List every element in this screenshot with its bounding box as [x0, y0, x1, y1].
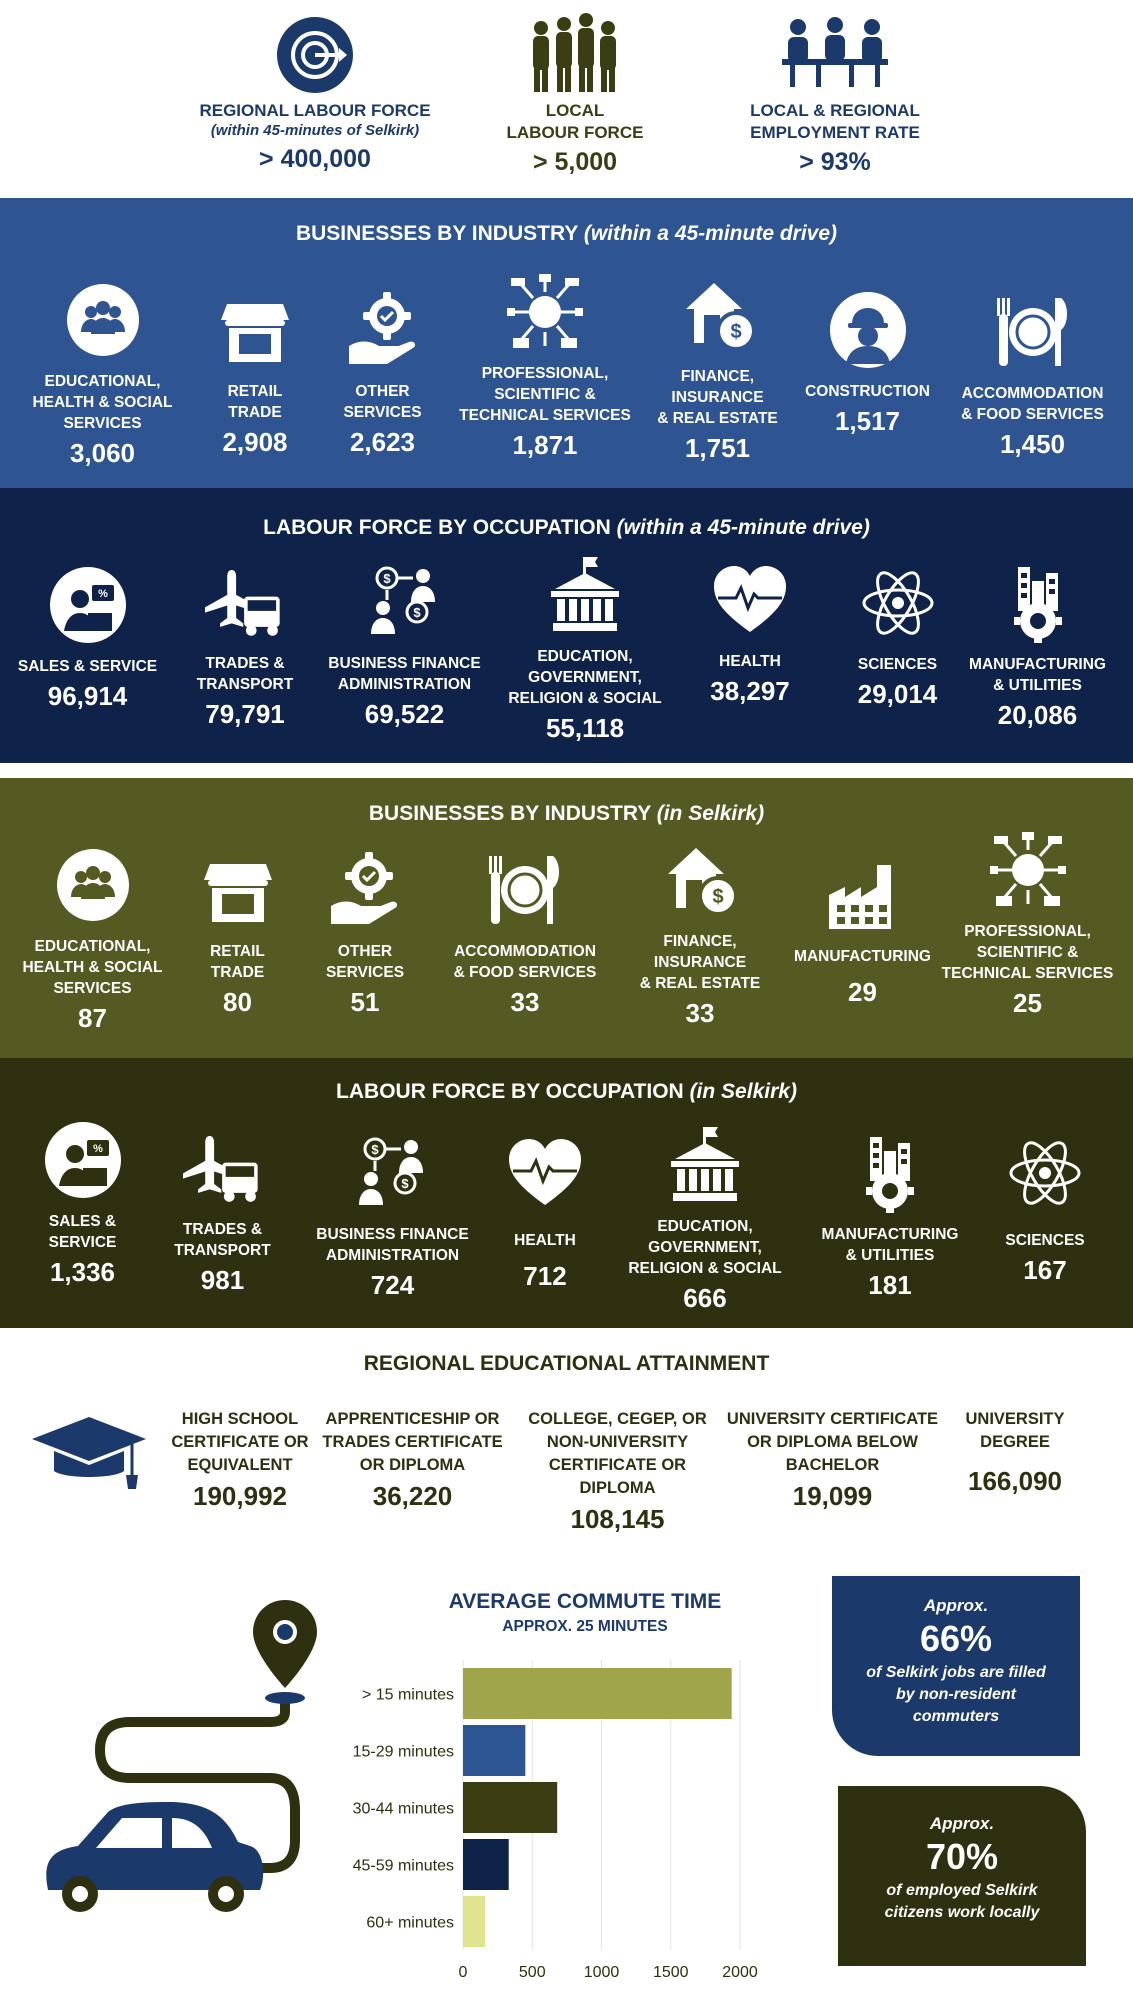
- circuit-icon: [505, 272, 585, 352]
- item-label: TRADES &: [205, 655, 285, 672]
- item-label: SALES & SERVICE: [17, 658, 158, 675]
- section-title-suffix: (in Selkirk): [689, 1080, 797, 1103]
- category-label: > 15 minutes: [361, 1686, 454, 1704]
- item-label: CERTIFICATE OR: [548, 1456, 687, 1474]
- selkirk-industry-retail: [185, 850, 290, 1018]
- section-title: [0, 222, 1133, 246]
- plane-truck-icon: [205, 562, 285, 642]
- item-value: 33: [685, 998, 715, 1028]
- item-label: HEALTH: [719, 653, 781, 670]
- graduation-cap-icon: [32, 1415, 147, 1490]
- industry-item-retail: [200, 290, 310, 458]
- selkirk-occupation-education: [620, 1125, 790, 1314]
- item-label: ACCOMMODATION: [961, 385, 1104, 402]
- stat-regional: [160, 100, 470, 174]
- item-value: 55,118: [545, 713, 625, 743]
- item-value: 29: [848, 977, 877, 1007]
- section-title: [0, 516, 1133, 540]
- bar: [463, 1725, 525, 1776]
- item-value: 1,450: [999, 429, 1066, 459]
- occupation-item-health: [695, 560, 805, 707]
- storefront-icon: [198, 850, 278, 930]
- item-value: 38,297: [710, 676, 790, 706]
- item-value: 29,014: [857, 679, 938, 709]
- category-label: 15-29 minutes: [352, 1743, 454, 1761]
- callout-work-locally: [838, 1786, 1086, 1966]
- item-value: 87: [78, 1003, 107, 1033]
- house-money-icon: [678, 275, 758, 355]
- stat-sub: (within 45-minutes of Selkirk): [210, 122, 420, 139]
- section-title-text: LABOUR FORCE BY OCCUPATION: [336, 1080, 684, 1103]
- section-title-text: BUSINESSES BY INDUSTRY: [295, 222, 578, 245]
- item-label: & FOOD SERVICES: [453, 964, 597, 981]
- callout-non-resident: [832, 1576, 1080, 1756]
- item-label: RELIGION & SOCIAL: [628, 1260, 782, 1277]
- item-label: SERVICES: [343, 404, 422, 421]
- item-value: 2,623: [349, 427, 416, 457]
- item-label: & REAL ESTATE: [657, 410, 778, 427]
- occupation-item-trades: [180, 562, 310, 730]
- callout-percent: 66%: [919, 1618, 993, 1659]
- salesperson-icon: [48, 565, 128, 645]
- item-label: EDUCATIONAL,: [34, 938, 151, 955]
- section-title-text: BUSINESSES BY INDUSTRY: [368, 802, 651, 825]
- stat-employment: [700, 100, 970, 177]
- item-label: BUSINESS FINANCE: [328, 655, 481, 672]
- gear-hand-icon: [325, 850, 405, 930]
- occupation-item-business: [322, 562, 487, 730]
- factory-icon: [823, 855, 903, 935]
- education-title: REGIONAL EDUCATIONAL ATTAINMENT: [363, 1352, 770, 1375]
- occupation-item-manufacturing: [960, 563, 1115, 731]
- category-label: 45-59 minutes: [352, 1857, 454, 1875]
- industry-item-education: [20, 280, 185, 469]
- item-label: TECHNICAL SERVICES: [459, 407, 631, 424]
- item-value: 1,517: [834, 406, 901, 436]
- item-label: MANUFACTURING: [794, 948, 931, 965]
- heart-pulse-icon: [710, 560, 790, 640]
- item-label: TRANSPORT: [196, 676, 294, 693]
- item-label: NON-UNIVERSITY: [546, 1433, 689, 1451]
- stat-value: > 93%: [799, 148, 871, 176]
- stat-label: EMPLOYMENT RATE: [750, 123, 920, 142]
- item-label: TRADE: [210, 964, 265, 981]
- item-label: HEALTH & SOCIAL: [32, 394, 173, 411]
- item-label: RETAIL: [210, 943, 265, 960]
- stat-label: REGIONAL LABOUR FORCE: [199, 101, 431, 120]
- item-label: INSURANCE: [653, 954, 747, 971]
- factory-gear-icon: [998, 563, 1078, 643]
- occupation-item-sales: [10, 565, 165, 712]
- item-label: OTHER: [337, 943, 393, 960]
- item-label: RELIGION & SOCIAL: [508, 690, 662, 707]
- callout-text: commuters: [912, 1708, 1000, 1725]
- item-label: UNIVERSITY: [965, 1410, 1065, 1428]
- storefront-icon: [215, 290, 295, 370]
- svg-text:$: $: [382, 571, 391, 586]
- atom-icon: [858, 563, 938, 643]
- stat-local: [460, 100, 690, 177]
- item-value: 166,090: [968, 1466, 1062, 1496]
- item-label: TRADES CERTIFICATE: [322, 1433, 503, 1451]
- item-label: TRANSPORT: [174, 1242, 271, 1259]
- car-icon: [46, 1802, 263, 1912]
- plate-cutlery-icon: [485, 850, 565, 930]
- people-icon: [524, 10, 624, 95]
- stat-label: LABOUR FORCE: [506, 123, 644, 142]
- callout-approx: Approx.: [923, 1596, 989, 1615]
- industry-item-construction: [795, 290, 940, 437]
- item-label: RETAIL: [227, 383, 283, 400]
- stat-value: > 400,000: [259, 145, 371, 173]
- item-value: 36,220: [372, 1481, 453, 1511]
- selkirk-occupation-trades: [160, 1128, 285, 1296]
- callout-text: by non-resident: [895, 1686, 1016, 1703]
- item-label: OR DIPLOMA BELOW: [747, 1433, 918, 1451]
- chart-subtitle: APPROX. 25 MINUTES: [502, 1618, 668, 1635]
- education-item-college: [520, 1408, 715, 1535]
- item-value: 108,145: [570, 1504, 665, 1534]
- education-item-university: [945, 1408, 1085, 1497]
- item-label: HIGH SCHOOL: [181, 1410, 299, 1428]
- item-value: 51: [350, 987, 380, 1017]
- selkirk-industry-accommodation: [440, 850, 610, 1018]
- item-label: SCIENTIFIC &: [976, 944, 1079, 961]
- industry-item-accommodation: [950, 292, 1115, 460]
- item-label: MANUFACTURING: [821, 1226, 959, 1243]
- item-value: 20,086: [997, 700, 1078, 730]
- item-label: & UTILITIES: [845, 1247, 935, 1264]
- selkirk-industry-other: [315, 850, 415, 1018]
- tick-label: 500: [518, 1964, 546, 1980]
- government-building-icon: [665, 1125, 745, 1205]
- item-value: 167: [1023, 1255, 1067, 1285]
- item-label: EDUCATION,: [657, 1218, 753, 1235]
- item-label: EDUCATIONAL,: [44, 373, 161, 390]
- item-value: 712: [523, 1261, 567, 1291]
- worker-icon: [828, 290, 908, 370]
- item-label: PROFESSIONAL,: [481, 365, 609, 382]
- section-title-suffix: (within a 45-minute drive): [583, 222, 838, 245]
- map-pin-icon: [253, 1600, 317, 1704]
- item-value: 96,914: [47, 681, 128, 711]
- category-label: 60+ minutes: [366, 1914, 454, 1932]
- item-value: 981: [200, 1265, 245, 1295]
- callout-approx: Approx.: [929, 1814, 995, 1833]
- selkirk-occupation-sciences: [995, 1133, 1095, 1286]
- item-label: HEALTH: [514, 1232, 576, 1249]
- item-label: SCIENTIFIC &: [494, 386, 596, 403]
- item-label: ACCOMMODATION: [454, 943, 596, 960]
- item-label: SERVICES: [53, 980, 132, 997]
- item-label: APPRENTICESHIP OR: [325, 1410, 500, 1428]
- group-icon: [63, 280, 143, 360]
- item-value: 724: [370, 1270, 415, 1300]
- item-label: FINANCE,: [680, 368, 755, 385]
- category-label: 30-44 minutes: [352, 1800, 454, 1818]
- selkirk-occupation-sales: [25, 1120, 140, 1288]
- tick-label: 2000: [722, 1964, 758, 1980]
- callout-text: citizens work locally: [884, 1904, 1040, 1921]
- item-label: & REAL ESTATE: [639, 975, 761, 992]
- industry-item-finance: [650, 275, 785, 464]
- commute-chart: [330, 1650, 790, 1980]
- item-label: ADMINISTRATION: [337, 676, 472, 693]
- item-value: 80: [223, 987, 252, 1017]
- item-label: TRADE: [228, 404, 282, 421]
- item-label: SERVICE: [48, 1234, 117, 1251]
- selkirk-industry-professional: [940, 830, 1115, 1019]
- selkirk-industry-education: [10, 845, 175, 1034]
- education-item-highschool: [160, 1408, 320, 1512]
- svg-text:%: %: [92, 1143, 103, 1155]
- plate-cutlery-icon: [993, 292, 1073, 372]
- section-title: [0, 1080, 1133, 1104]
- item-value: 190,992: [193, 1481, 287, 1511]
- item-label: DIPLOMA: [579, 1479, 656, 1497]
- item-label: ADMINISTRATION: [325, 1247, 460, 1264]
- item-value: 1,871: [512, 430, 578, 460]
- industry-item-professional: [455, 272, 635, 461]
- occupation-item-sciences: [840, 563, 955, 710]
- plane-truck-icon: [183, 1128, 263, 1208]
- selkirk-industry-finance: [630, 840, 770, 1029]
- item-label: SERVICES: [325, 964, 405, 981]
- circuit-icon: [988, 830, 1068, 910]
- item-value: 1,336: [49, 1257, 116, 1287]
- item-label: UNIVERSITY CERTIFICATE: [726, 1410, 939, 1428]
- item-label: & UTILITIES: [993, 677, 1082, 694]
- heart-pulse-icon: [505, 1133, 585, 1213]
- item-label: HEALTH & SOCIAL: [22, 959, 163, 976]
- item-label: & FOOD SERVICES: [961, 406, 1104, 423]
- item-label: SCIENCES: [1005, 1232, 1085, 1249]
- tick-label: 1000: [583, 1964, 620, 1980]
- svg-text:$: $: [729, 321, 742, 343]
- selkirk-occupation-business: [310, 1133, 475, 1301]
- section-title-text: LABOUR FORCE BY OCCUPATION: [263, 516, 611, 539]
- item-label: EQUIVALENT: [187, 1456, 293, 1474]
- callout-text: of Selkirk jobs are filled: [866, 1664, 1046, 1681]
- group-icon: [53, 845, 133, 925]
- item-value: 33: [510, 987, 540, 1017]
- bar: [463, 1782, 557, 1833]
- item-label: CERTIFICATE OR: [171, 1433, 309, 1451]
- item-label: MANUFACTURING: [969, 656, 1106, 673]
- business-finance-icon: [365, 562, 445, 642]
- meeting-icon: [776, 15, 894, 90]
- item-value: 25: [1013, 988, 1042, 1018]
- education-item-apprenticeship: [320, 1408, 505, 1512]
- item-value: 1,751: [684, 433, 751, 463]
- section-title-suffix: (in Selkirk): [656, 802, 765, 825]
- factory-gear-icon: [850, 1133, 930, 1213]
- stat-label: LOCAL: [545, 101, 605, 120]
- gear-hand-icon: [343, 290, 423, 370]
- svg-text:$: $: [400, 1176, 409, 1191]
- tick-label: 1500: [652, 1964, 689, 1980]
- item-label: BACHELOR: [785, 1456, 880, 1474]
- callout-text: of employed Selkirk: [886, 1882, 1038, 1899]
- industry-item-other: [330, 290, 435, 458]
- bar: [463, 1668, 732, 1719]
- bar: [463, 1839, 509, 1890]
- svg-text:$: $: [412, 605, 421, 620]
- tick-label: 0: [458, 1964, 468, 1980]
- stat-value: > 5,000: [532, 148, 618, 176]
- item-value: 181: [868, 1270, 912, 1300]
- svg-text:$: $: [712, 886, 724, 908]
- item-label: SALES &: [48, 1213, 117, 1230]
- item-value: 69,522: [364, 699, 445, 729]
- education-item-certificate: [720, 1408, 945, 1512]
- item-value: 19,099: [792, 1481, 873, 1511]
- svg-text:$: $: [370, 1142, 379, 1157]
- item-label: EDUCATION,: [537, 648, 633, 665]
- callout-percent: 70%: [925, 1836, 999, 1877]
- item-label: OR DIPLOMA: [359, 1456, 466, 1474]
- item-label: CONSTRUCTION: [805, 383, 930, 400]
- section-title: [0, 802, 1133, 826]
- chart-title: AVERAGE COMMUTE TIME: [448, 1590, 722, 1613]
- business-finance-icon: [353, 1133, 433, 1213]
- item-value: 3,060: [69, 438, 136, 468]
- item-label: GOVERNMENT,: [648, 1239, 762, 1256]
- item-label: PROFESSIONAL,: [964, 923, 1091, 940]
- selkirk-industry-manufacturing: [785, 855, 940, 1008]
- svg-text:%: %: [97, 588, 108, 600]
- stat-label: LOCAL & REGIONAL: [750, 101, 920, 120]
- government-building-icon: [545, 555, 625, 635]
- item-value: 666: [683, 1283, 727, 1313]
- occupation-item-education: [500, 555, 670, 744]
- atom-icon: [1005, 1133, 1085, 1213]
- item-label: DEGREE: [980, 1433, 1050, 1451]
- house-money-icon: [660, 840, 740, 920]
- selkirk-occupation-manufacturing: [810, 1133, 970, 1301]
- selkirk-occupation-health: [495, 1133, 595, 1292]
- bar: [463, 1896, 485, 1947]
- item-label: TECHNICAL SERVICES: [941, 965, 1114, 982]
- car-route-illustration: [30, 1600, 330, 1920]
- salesperson-icon: [43, 1120, 123, 1200]
- item-label: SCIENCES: [857, 656, 938, 673]
- item-label: COLLEGE, CEGEP, OR: [528, 1410, 707, 1428]
- target-icon: [275, 15, 355, 95]
- item-value: 2,908: [222, 427, 288, 457]
- item-label: OTHER: [355, 383, 410, 400]
- item-label: GOVERNMENT,: [528, 669, 642, 686]
- item-label: TRADES &: [182, 1221, 263, 1238]
- item-label: INSURANCE: [671, 389, 764, 406]
- item-label: SERVICES: [63, 415, 142, 432]
- section-title-suffix: (within a 45-minute drive): [616, 516, 870, 539]
- item-value: 79,791: [205, 699, 285, 729]
- item-label: BUSINESS FINANCE: [316, 1226, 469, 1243]
- item-label: FINANCE,: [663, 933, 737, 950]
